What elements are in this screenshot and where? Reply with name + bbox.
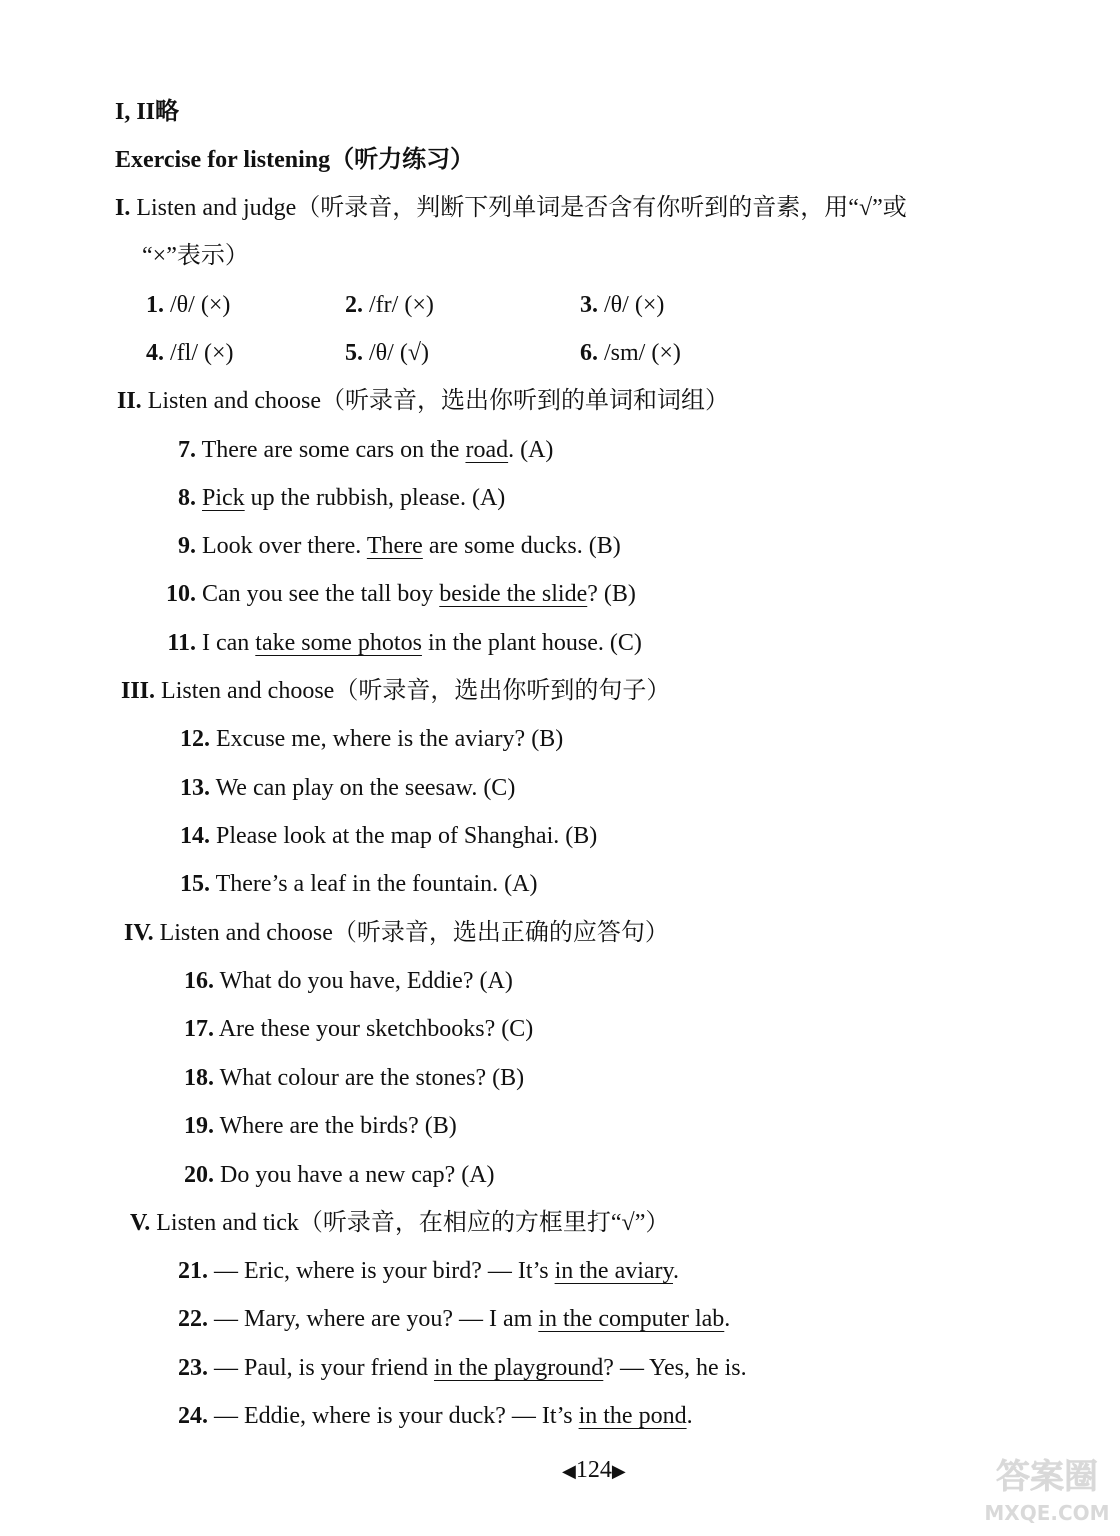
item-text: /fl/ (×) — [170, 340, 234, 366]
list-item — [176, 1014, 533, 1044]
section-5-heading — [130, 1208, 669, 1238]
item-text: . — [686, 1403, 693, 1429]
section-2-roman: II. — [117, 388, 142, 414]
item-number: 4. — [146, 340, 164, 366]
left-arrow-icon: ◀ — [562, 1461, 576, 1481]
item-text: I can — [202, 630, 256, 656]
judge-item — [345, 290, 434, 320]
list-item — [170, 1353, 747, 1383]
underlined-answer: take some photos — [255, 630, 422, 656]
section-1-title: Listen and judge（听录音，判断下列单词是否含有你听到的音素，用“√”或 — [136, 195, 907, 221]
list-item — [176, 1160, 495, 1190]
list-item — [172, 773, 515, 803]
item-text: Do you have a new cap? (A) — [220, 1162, 495, 1188]
item-text: /θ/ (×) — [170, 292, 231, 318]
page-number — [562, 1455, 626, 1486]
item-text: . — [724, 1306, 731, 1332]
section-4-heading — [124, 918, 669, 948]
item-text: /sm/ (×) — [604, 340, 681, 366]
item-text: — Eric, where is your bird? — It’s — [214, 1258, 555, 1284]
list-item — [172, 869, 537, 899]
page-number-text: 124 — [575, 1457, 612, 1483]
section-5-title: Listen and tick（听录音，在相应的方框里打“√”） — [156, 1210, 670, 1236]
item-number: 1. — [146, 292, 164, 318]
header-line: I, II略 — [115, 99, 180, 125]
section-5-roman: V. — [130, 1210, 151, 1236]
item-text: Excuse me, where is the aviary? (B) — [216, 726, 564, 752]
item-number: 3. — [580, 292, 598, 318]
underlined-answer: in the pond — [578, 1403, 687, 1429]
item-number: 5. — [345, 340, 363, 366]
watermark-icon — [982, 1440, 1112, 1530]
item-number: 17. — [184, 1016, 214, 1042]
item-number: 10. — [166, 581, 196, 607]
item-text: Can you see the tall boy — [202, 581, 440, 607]
item-number: 8. — [178, 485, 196, 511]
item-text: There are some cars on the — [201, 437, 466, 463]
item-text: . — [673, 1258, 679, 1284]
section-3-roman: III. — [121, 678, 156, 704]
underlined-answer: in the aviary — [554, 1258, 673, 1284]
judge-item — [580, 290, 664, 320]
list-item — [160, 483, 505, 513]
section-1-title-cont: “×”表示） — [142, 243, 249, 269]
section-3-heading — [121, 676, 670, 706]
item-number: 21. — [178, 1258, 208, 1284]
list-item — [176, 966, 513, 996]
list-item — [160, 435, 553, 465]
watermark-line1: 答案圈 — [996, 1457, 1098, 1497]
item-number: 7. — [178, 437, 196, 463]
item-text: up the rubbish, please. (A) — [244, 485, 506, 511]
item-text: Where are the birds? (B) — [219, 1113, 457, 1139]
section-title: Exercise for listening（听力练习） — [115, 147, 475, 173]
list-item — [172, 821, 597, 851]
item-text: /θ/ (×) — [604, 292, 665, 318]
item-text: — Paul, is your friend — [214, 1355, 434, 1381]
section-4-roman: IV. — [124, 920, 154, 946]
item-number: 6. — [580, 340, 598, 366]
item-number: 13. — [180, 775, 210, 801]
underlined-answer: road — [465, 437, 509, 463]
item-text: — Mary, where are you? — I am — [214, 1306, 539, 1332]
section-4-title: Listen and choose（听录音，选出正确的应答句） — [159, 920, 669, 946]
item-text: What colour are the stones? (B) — [219, 1065, 525, 1091]
section-1-heading — [115, 193, 907, 223]
underlined-answer: There — [366, 533, 423, 559]
underlined-answer: Pick — [202, 485, 245, 511]
item-text: There’s a leaf in the fountain. (A) — [215, 871, 538, 897]
list-item — [160, 531, 621, 561]
list-item — [172, 724, 563, 754]
section-3-title: Listen and choose（听录音，选出你听到的句子） — [161, 678, 671, 704]
list-item — [170, 1304, 730, 1334]
item-number: 19. — [184, 1113, 214, 1139]
item-text: ? (B) — [587, 581, 636, 607]
list-item — [176, 1111, 457, 1141]
item-text: in the plant house. (C) — [421, 630, 642, 656]
item-text: Are these your sketchbooks? (C) — [218, 1016, 534, 1042]
watermark-line2: MXQE.COM — [984, 1501, 1110, 1525]
item-text: Please look at the map of Shanghai. (B) — [216, 823, 598, 849]
item-text: /θ/ (√) — [369, 340, 429, 366]
item-text: /fr/ (×) — [369, 292, 434, 318]
watermark-logo — [982, 1440, 1112, 1530]
item-number: 24. — [178, 1403, 208, 1429]
right-arrow-icon: ▶ — [611, 1461, 626, 1481]
judge-item — [146, 338, 234, 368]
item-number: 18. — [184, 1065, 214, 1091]
item-text: What do you have, Eddie? (A) — [219, 968, 513, 994]
section-2-heading — [117, 386, 729, 416]
list-item — [160, 628, 642, 658]
item-text: ? — Yes, he is. — [603, 1355, 747, 1381]
underlined-answer: in the computer lab — [538, 1306, 725, 1332]
item-number: 11. — [167, 630, 196, 656]
list-item — [170, 1256, 679, 1286]
item-number: 16. — [184, 968, 214, 994]
item-number: 9. — [178, 533, 196, 559]
item-text: Look over there. — [202, 533, 367, 559]
underlined-answer: beside the slide — [439, 581, 588, 607]
item-text: — Eddie, where is your duck? — It’s — [214, 1403, 579, 1429]
list-item — [176, 1063, 524, 1093]
item-text: We can play on the seesaw. (C) — [215, 775, 516, 801]
judge-item — [345, 338, 429, 368]
judge-item — [146, 290, 230, 320]
item-text: are some ducks. (B) — [422, 533, 621, 559]
list-item — [160, 579, 636, 609]
item-number: 15. — [180, 871, 210, 897]
item-number: 14. — [180, 823, 210, 849]
item-number: 2. — [345, 292, 363, 318]
section-2-title: Listen and choose（听录音，选出你听到的单词和词组） — [147, 388, 729, 414]
underlined-answer: in the playground — [433, 1355, 604, 1381]
section-1-roman: I. — [115, 195, 131, 221]
judge-item — [580, 338, 681, 368]
list-item — [170, 1401, 693, 1431]
item-number: 20. — [184, 1162, 214, 1188]
item-number: 23. — [178, 1355, 208, 1381]
item-number: 22. — [178, 1306, 208, 1332]
item-number: 12. — [180, 726, 210, 752]
item-text: . (A) — [508, 437, 554, 463]
